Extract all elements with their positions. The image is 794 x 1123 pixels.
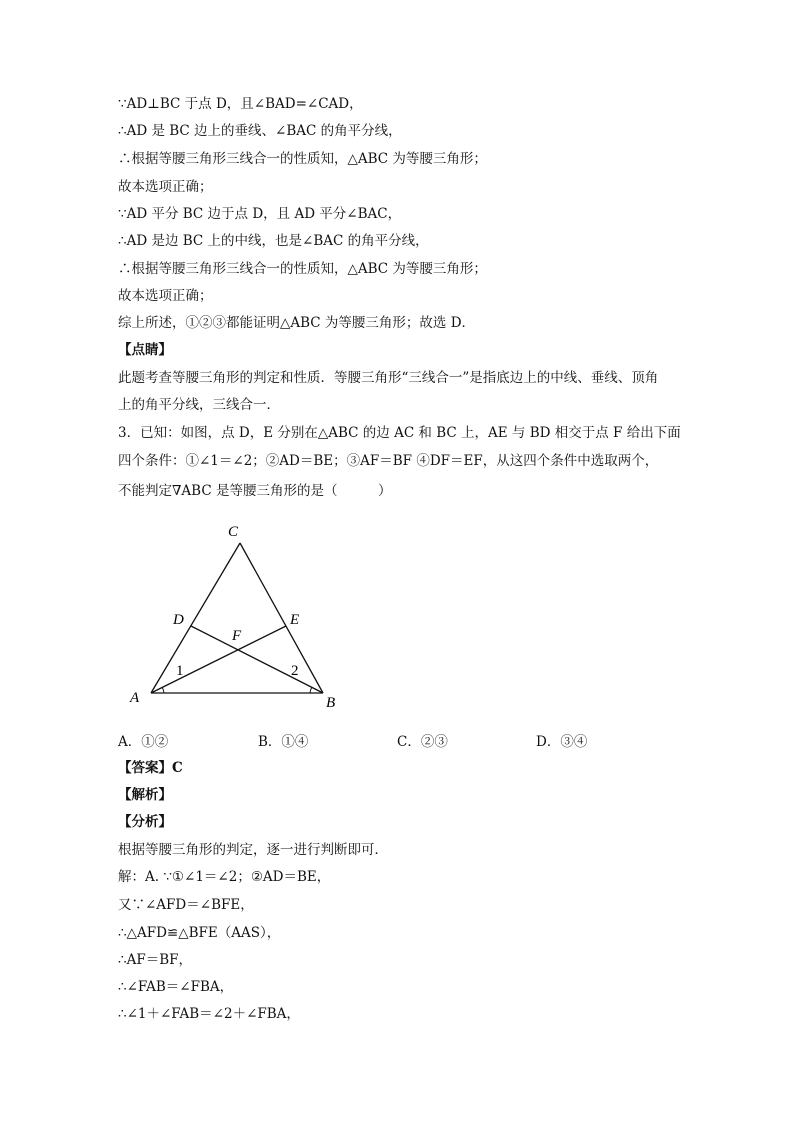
triangle-diagram	[118, 512, 358, 717]
text-line: ∴AF＝BF，	[118, 952, 192, 968]
text-line: 此题考查等腰三角形的判定和性质．等腰三角形“三线合一”是指底边上的中线、垂线、顶角	[118, 370, 659, 386]
text-line: 根据等腰三角形的判定，逐一进行判断即可．	[118, 842, 388, 858]
text-line: ∴根据等腰三角形三线合一的性质知，△ABC 为等腰三角形；	[118, 261, 487, 277]
label-e: E	[290, 612, 300, 628]
label-angle-2: 2	[291, 663, 299, 679]
label-f: F	[232, 628, 242, 644]
question-line: 3．已知：如图，点 D，E 分别在△ABC 的边 AC 和 BC 上，AE 与 BD 相交于点 F 给出下面	[118, 425, 681, 441]
option-d: D．③④	[536, 734, 588, 750]
option-a: A．①②	[118, 734, 169, 750]
angle-2-arc	[310, 687, 312, 693]
option-c: C．②③	[397, 734, 448, 750]
text-line: ∴根据等腰三角形三线合一的性质知，△ABC 为等腰三角形；	[118, 151, 487, 167]
text-line: 又∵∠AFD＝∠BFE，	[118, 897, 254, 913]
text-line: 解：A. ∵①∠1＝∠2；②AD＝BE，	[118, 869, 331, 885]
answer-tag: 【答案】C	[118, 760, 183, 776]
text-line: ∴AD 是边 BC 上的中线，也是∠BAC 的角平分线，	[118, 233, 429, 249]
text-line: ∴AD 是 BC 边上的垂线、∠BAC 的角平分线，	[118, 123, 402, 139]
text-line: 上的角平分线，三线合一．	[118, 397, 280, 413]
text-line: ∴△AFD≌△BFE（AAS），	[118, 925, 281, 941]
section-tag: 【解析】	[118, 787, 172, 803]
label-angle-1: 1	[176, 663, 184, 679]
section-tag: 【分析】	[118, 814, 172, 830]
label-a: A	[130, 690, 140, 706]
label-d: D	[173, 612, 184, 628]
question-line: 四个条件：①∠1＝∠2；②AD＝BE；③AF＝BF ④DF＝EF，从这四个条件中选取两个，	[118, 453, 659, 469]
text-line: ∵AD⊥BC 于点 D，且∠BAD=∠CAD，	[118, 96, 363, 112]
option-b: B．①④	[258, 734, 309, 750]
label-c: C	[228, 524, 239, 540]
text-line: 综上所述，①②③都能证明△ABC 为等腰三角形；故选 D．	[118, 315, 476, 331]
text-line: ∵AD 平分 BC 边于点 D，且 AD 平分∠BAC，	[118, 206, 402, 222]
answer-options	[118, 730, 638, 750]
section-tag: 【点睛】	[118, 342, 172, 358]
text-line: ∴∠1＋∠FAB＝∠2＋∠FBA，	[118, 1006, 300, 1022]
triangle-figure	[118, 512, 358, 717]
text-line: ∴∠FAB＝∠FBA，	[118, 979, 234, 995]
question-line: 不能判定∇ABC 是等腰三角形的是（ ）	[118, 483, 392, 499]
text-line: 故本选项正确；	[118, 179, 213, 195]
label-b: B	[326, 695, 336, 711]
text-line: 故本选项正确；	[118, 288, 213, 304]
side-bc	[240, 543, 323, 693]
angle-1-arc	[162, 687, 164, 693]
segment-bd	[191, 626, 323, 693]
